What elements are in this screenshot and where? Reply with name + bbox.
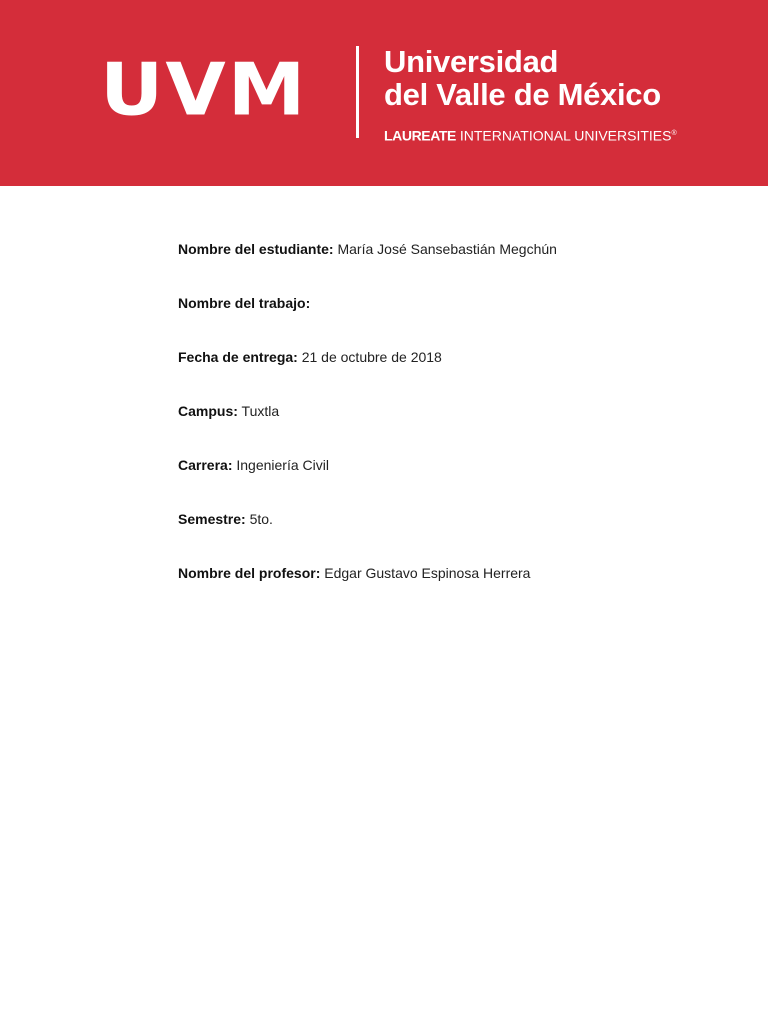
field-value: 21 de octubre de 2018 (301, 349, 442, 365)
uvm-logo: UVM (100, 49, 308, 133)
field-label: Semestre: (178, 511, 246, 527)
work-title-row (178, 294, 557, 348)
field-label: Campus: (178, 403, 238, 419)
laureate-tagline (384, 125, 677, 145)
due-date-row (178, 348, 557, 402)
field-value: Edgar Gustavo Espinosa Herrera (324, 565, 531, 581)
field-value: Tuxtla (241, 403, 280, 419)
field-value: 5to. (249, 511, 273, 527)
campus-row (178, 402, 557, 456)
field-value: Ingeniería Civil (236, 457, 329, 473)
university-name-line1: Universidad (384, 44, 559, 79)
field-label: Fecha de entrega: (178, 349, 298, 365)
field-label: Nombre del estudiante: (178, 241, 334, 257)
field-label: Nombre del profesor: (178, 565, 321, 581)
logo-divider (356, 46, 359, 138)
university-name (384, 45, 661, 111)
professor-row (178, 564, 557, 618)
university-name-line2: del Valle de México (384, 77, 661, 112)
cover-info-list (178, 240, 557, 618)
career-row (178, 456, 557, 510)
laureate-network-name: INTERNATIONAL UNIVERSITIES (459, 127, 672, 144)
field-label: Carrera: (178, 457, 233, 473)
registered-mark: ® (671, 130, 677, 137)
header-banner (0, 0, 768, 186)
field-value: María José Sansebastián Megchún (337, 241, 557, 257)
laureate-brand: LAUREATE (384, 127, 456, 144)
semester-row (178, 510, 557, 564)
field-label: Nombre del trabajo: (178, 295, 311, 311)
student-name-row (178, 240, 557, 294)
